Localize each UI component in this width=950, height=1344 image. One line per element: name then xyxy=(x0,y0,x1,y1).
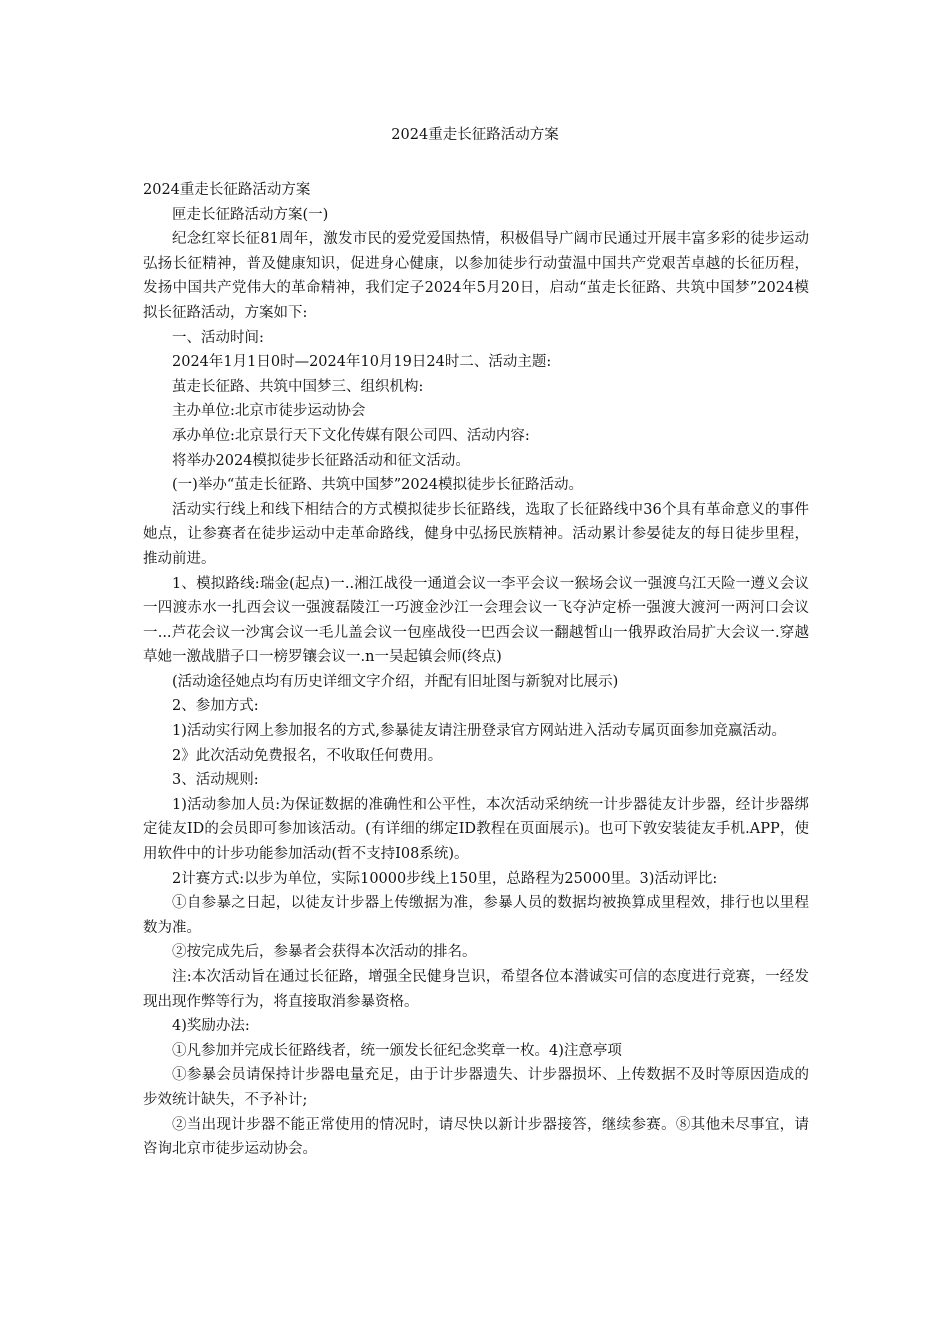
paragraph: ①自参暴之日起，以徒友计步器上传缴据为准，参暴人员的数据均被换算成里程效，排行也以里程数为准。 xyxy=(143,895,809,936)
paragraph: 1)活动实行网上参加报名的方式,参暴徒友请注册登录官方网站进入活动专属页面参加竞嬴活动。 xyxy=(172,723,786,740)
paragraph: 纪念红窣长征81周年，激发市民的爱党爱国热情，积极倡导广阔市民通过开展丰富多彩的徒步运动弘扬长征精神，普及健康知识，促进身心健康，以参加徒步行动萤温中国共产党艰苦卓越的长征历程，发扬中国共产党伟大的革命精神，我们定子2024年5月20日，启动“茧走长征路、共筑中国梦”2024模拟长征路活动，方案如下: xyxy=(143,231,809,321)
paragraph: ②当出现计步器不能正常使用的情况时，请尽快以新计步器接答，继续参赛。⑧其他未尽事宜，请咨询北京市徒步运动协会。 xyxy=(143,1116,809,1158)
paragraph: 2024重走长征路活动方案 xyxy=(143,182,311,198)
paragraph: 一、活动时间: xyxy=(172,329,264,346)
paragraph: 活动实行线上和线下相结合的方式模拟徒步长征路线，选取了长征路线中36个具有革命意义的事件她点，让参赛者在徒步运动中走革命路线，健身中弘扬民族精神。活动累计参晏徒友的每日徒步里程，推动前进。 xyxy=(143,501,809,567)
paragraph: 主办单位:北京市徒步运动协会 xyxy=(172,403,366,420)
paragraph: 1、模拟路线:瑞金(起点)一..湘江战役一通道会议一李平会议一猴场会议一强渡乌江天险一遵义会议一四渡赤水一扎西会议一强渡磊陵江一巧渡金沙江一会理会议一飞夺泸定桥一强渡大渡河一两河口会议一...芦花会议一沙寓会议一毛儿盖会议一包座战役一巴西会议一翻越皙山一俄界政治局扩大会议一.穿越草她一激战腊子口一榜罗镶会议一.n一吴起镇会师(终点) xyxy=(143,575,809,666)
document-title: 2024重走长征路活动方案 xyxy=(391,127,559,143)
paragraph: 承办单位:北京景行天下文化传媒有限公司四、活动内容: xyxy=(172,427,530,444)
paragraph: 2》此次活动免费报名，不收取任何费用。 xyxy=(172,747,443,764)
paragraph: 2计赛方式:以步为单位，实际10000步线上150里，总路程为25000里。3)活动评比: xyxy=(172,870,718,887)
paragraph: 注:本次活动旨在通过长征路，增强全民健身岂识，希望各位本潜诚实可信的态度进行竞赛，一经发现出现作弊等行为，将直接取消参暴资格。 xyxy=(143,969,809,1010)
paragraph: 匣走长征路活动方案(一) xyxy=(172,206,329,223)
paragraph: 2024年1月1日0时—2024年10月19日24时二、活动主题: xyxy=(172,354,552,371)
document-body xyxy=(143,178,809,1162)
paragraph: 3、活动规则: xyxy=(172,772,259,789)
paragraph: 将举办2024模拟徒步长征路活动和征文活动。 xyxy=(172,452,470,469)
paragraph: ①凡参加并完成长征路线者，统一颁发长征纪念奖章一枚。4)注意亭项 xyxy=(172,1042,622,1059)
paragraph: 2、参加方式: xyxy=(172,698,259,715)
paragraph: ②按完成先后，参暴者会获得本次活动的排名。 xyxy=(172,944,477,961)
paragraph: (活动途径她点均有历史详细文字介绍，并配有旧址图与新貌对比展示) xyxy=(172,673,619,690)
paragraph: 茧走长征路、共筑中国梦三、组织机构: xyxy=(172,378,424,395)
paragraph: (一)举办“茧走长征路、共筑中国梦”2024模拟徒步长征路活动。 xyxy=(172,477,584,494)
paragraph: ①参暴会员请保持计步器电量充足，由于计步器遗失、计步器损坏、上传数据不及时等原因造成的步效统计缺失，不予补计; xyxy=(143,1067,809,1108)
paragraph: 1)活动参加人员:为保证数据的准确性和公平性，本次活动采纳统一计步器徒友计步器，经计步器绑定徒友ID的会员即可参加该活动。(有详细的绑定ID教程在页面展示)。也可下敦安装徒友手机.APP，使用软件中的计步功能参加活动(哲不支持I08系统)。 xyxy=(143,796,809,863)
paragraph: 4)奖励办法: xyxy=(172,1018,250,1035)
